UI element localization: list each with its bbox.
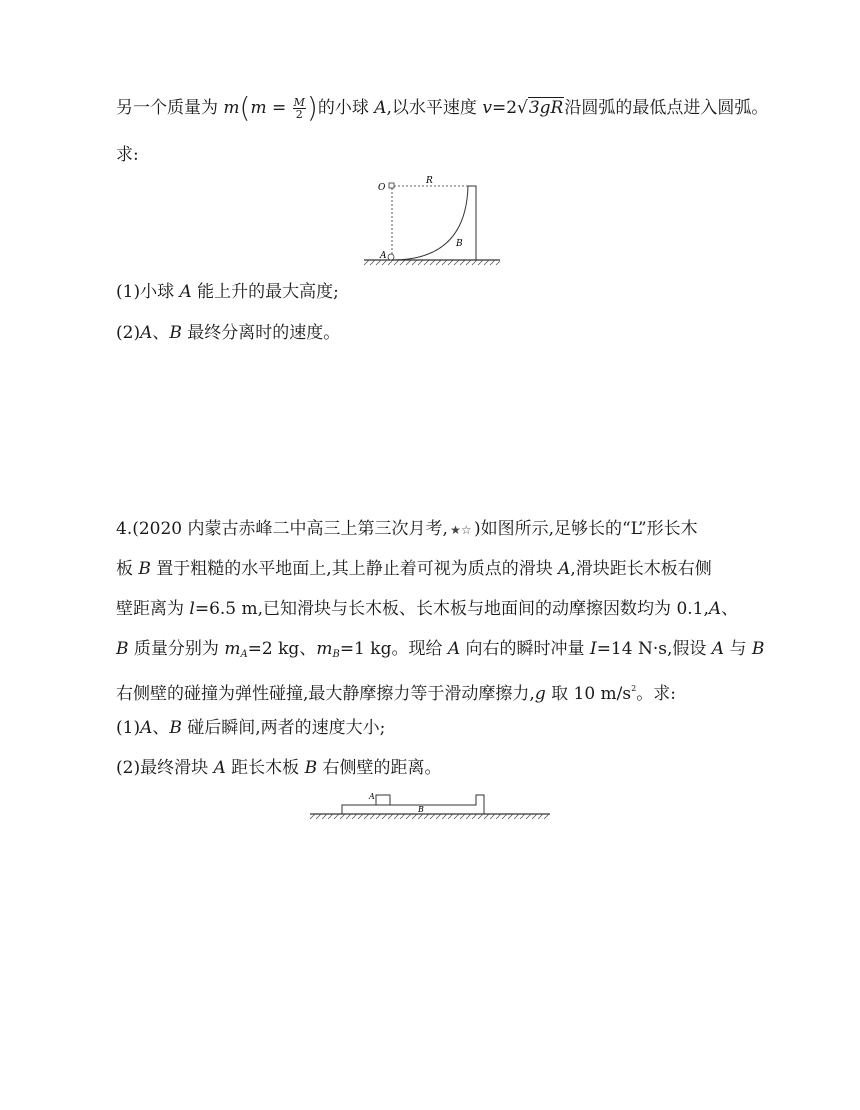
ball-label: A bbox=[374, 98, 387, 118]
paren-open: ( bbox=[239, 91, 251, 124]
l-board-figure bbox=[308, 786, 554, 826]
text: 4.(2020 内蒙古赤峰二中高三上第三次月考, bbox=[116, 519, 448, 539]
text: =2 kg、 bbox=[247, 639, 317, 659]
label-r: R bbox=[426, 176, 433, 186]
mass-symbol: m bbox=[316, 639, 333, 659]
distance-symbol: l bbox=[189, 599, 195, 619]
text: 能上升的最大高度; bbox=[191, 282, 339, 302]
text: 、 bbox=[152, 323, 170, 343]
text: 、 bbox=[152, 718, 170, 738]
text: ,以水平速度 bbox=[386, 98, 483, 118]
text: 碰后瞬间,两者的速度大小; bbox=[181, 718, 386, 738]
fraction-denominator: 2 bbox=[295, 108, 303, 121]
problem4-line4 bbox=[116, 637, 764, 667]
arc-block-b bbox=[392, 186, 476, 260]
slider-a bbox=[376, 795, 390, 805]
text: 右侧壁的距离。 bbox=[317, 758, 442, 778]
slider-label: A bbox=[708, 599, 722, 619]
sqrt-content: 3gR bbox=[528, 98, 564, 118]
text: 取 10 m/s bbox=[545, 684, 632, 704]
velocity-coefficient: =2 bbox=[491, 98, 518, 118]
problem4-question2 bbox=[116, 756, 441, 780]
mass-symbol: m bbox=[223, 98, 240, 118]
text: 距长木板 bbox=[225, 758, 305, 778]
subscript: B bbox=[332, 649, 340, 660]
velocity-symbol: v bbox=[482, 98, 492, 118]
text: =1 kg。现给 bbox=[339, 639, 448, 659]
text: 。求: bbox=[636, 684, 676, 704]
slider-label: A bbox=[447, 639, 461, 659]
text: 另一个质量为 bbox=[116, 98, 224, 118]
text: =6.5 m,已知滑块与长木板、长木板与地面间的动摩擦因数均为 0.1, bbox=[194, 599, 709, 619]
board-label: B bbox=[169, 718, 182, 738]
sqrt-sign: √ bbox=[517, 98, 528, 118]
text: (1)小球 bbox=[116, 282, 180, 302]
text: 的小球 bbox=[317, 98, 375, 118]
text: (2) bbox=[116, 323, 141, 343]
text: 质量分别为 bbox=[128, 639, 225, 659]
problem4-line2 bbox=[116, 557, 712, 581]
problem3-line2: 求: bbox=[116, 145, 139, 165]
ball-a bbox=[388, 254, 394, 260]
text: 板 bbox=[116, 559, 139, 579]
problem3-question1 bbox=[116, 280, 339, 304]
problem4-line1 bbox=[116, 517, 698, 542]
arc-block-figure bbox=[360, 172, 510, 268]
subscript: A bbox=[240, 649, 248, 660]
text: 、 bbox=[721, 599, 739, 619]
label-a: A bbox=[380, 251, 387, 261]
text: (2)最终滑块 bbox=[116, 758, 214, 778]
label-b: B bbox=[456, 239, 463, 249]
problem4-line3 bbox=[116, 597, 738, 621]
text: 与 bbox=[724, 639, 752, 659]
text: 壁距离为 bbox=[116, 599, 190, 619]
slider-label: A bbox=[140, 718, 153, 738]
star-rating-icon: ★☆ bbox=[450, 523, 472, 537]
fraction bbox=[293, 97, 306, 120]
ground-hatching bbox=[310, 814, 549, 819]
problem4-line5 bbox=[116, 677, 676, 706]
block-label: B bbox=[169, 323, 182, 343]
mass-symbol: m bbox=[224, 639, 241, 659]
text: 沿圆弧的最低点进入圆弧。 bbox=[564, 98, 769, 118]
text: 向右的瞬时冲量 bbox=[460, 639, 590, 659]
board-label: B bbox=[138, 559, 151, 579]
center-point bbox=[389, 183, 394, 188]
label-a: A bbox=[369, 792, 375, 801]
text: ,滑块距长木板右侧 bbox=[570, 559, 712, 579]
text: =14 N·s,假设 bbox=[596, 639, 712, 659]
slider-label: A bbox=[558, 559, 571, 579]
ball-label: A bbox=[179, 282, 192, 302]
label-b: B bbox=[418, 805, 424, 814]
l-board-b bbox=[342, 795, 484, 814]
gravity-symbol: g bbox=[534, 684, 546, 704]
fraction-numerator: M bbox=[293, 96, 305, 109]
paren-close: ) bbox=[306, 91, 318, 124]
board-label: B bbox=[304, 758, 318, 778]
superscript: 2 bbox=[631, 684, 637, 693]
label-o: O bbox=[378, 183, 386, 193]
ball-label: A bbox=[140, 323, 153, 343]
slider-label: A bbox=[711, 639, 725, 659]
impulse-symbol: I bbox=[589, 639, 597, 659]
text: )如图所示,足够长的“L”形长木 bbox=[473, 519, 698, 539]
slider-label: A bbox=[213, 758, 226, 778]
problem3-line1 bbox=[116, 91, 769, 124]
mass-equation: m = bbox=[250, 98, 292, 118]
text: 最终分离时的速度。 bbox=[181, 323, 341, 343]
board-label: B bbox=[751, 639, 765, 659]
problem4-question1 bbox=[116, 716, 385, 740]
problem3-question2 bbox=[116, 321, 340, 345]
text: 置于粗糙的水平地面上,其上静止着可视为质点的滑块 bbox=[150, 559, 559, 579]
text: (1) bbox=[116, 718, 141, 738]
board-label: B bbox=[116, 639, 129, 659]
text: 右侧壁的碰撞为弹性碰撞,最大静摩擦力等于滑动摩擦力, bbox=[116, 684, 535, 704]
